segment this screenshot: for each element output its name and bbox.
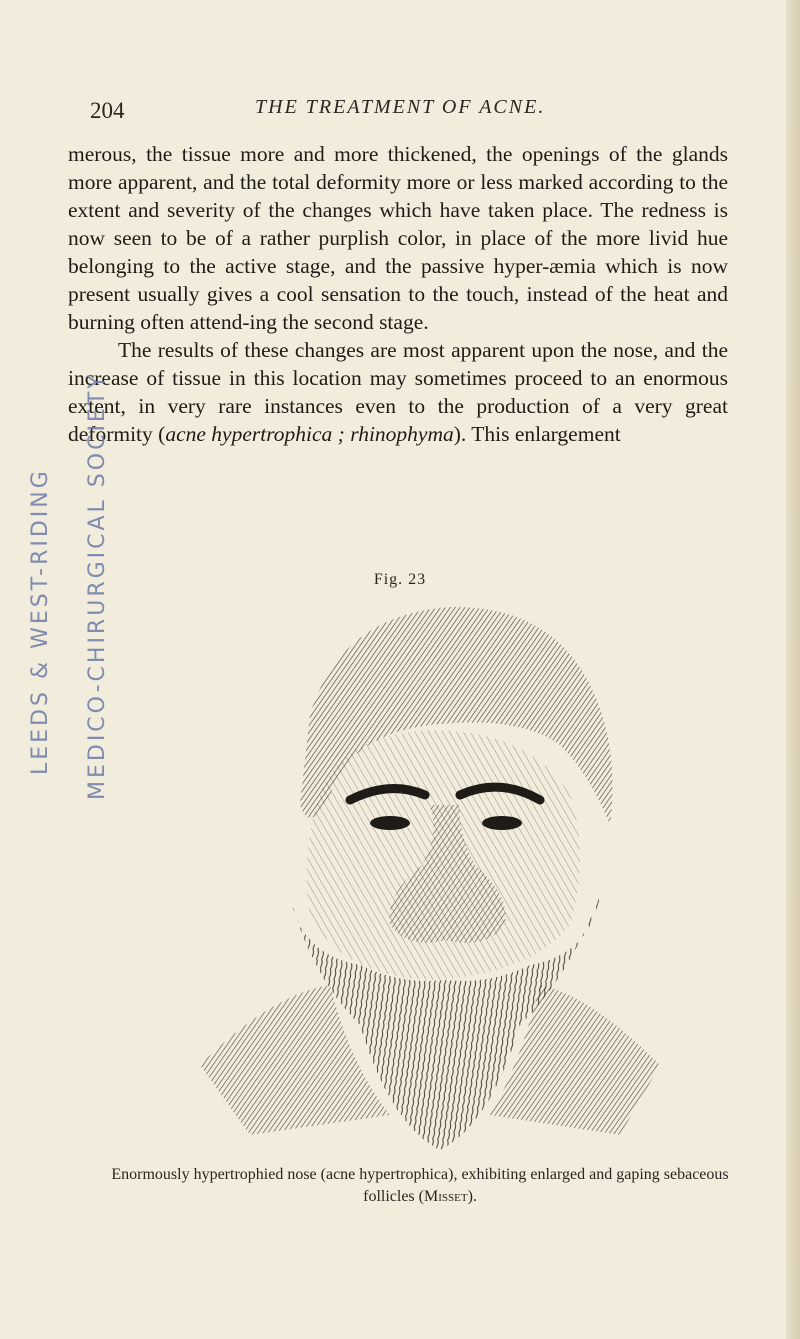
paragraph-1: merous, the tissue more and more thickened, the openings of the glands more apparent, and the total deformity more or less marked according to the extent and severity of the changes which have taken place. The redness is now seen to be of a rather purplish color, in place of the more livid hue belonging to the active stage, and the passive hyper-æmia which is now present usually gives a cool sensation to the touch, instead of the heat and burning often attend-ing the second stage. [68, 142, 728, 334]
library-stamp-line-2: MEDICO-CHIRURGICAL SOCIETY [85, 372, 110, 800]
portrait-engraving [190, 595, 670, 1155]
paragraph-2-start: The results of these changes are most apparent upon the nose, and the increase of tissue in this location may sometimes proceed to an enormous extent, in very rare instances even to the production of a very great deformity ( [68, 338, 728, 446]
library-stamp-line-1: LEEDS & WEST-RIDING [28, 468, 53, 775]
caption-end: ). [467, 1188, 477, 1205]
page-edge [786, 0, 800, 1339]
portrait-left-eye [370, 816, 410, 830]
paragraph-2-italic: acne hypertrophica ; rhinophyma [165, 422, 454, 446]
caption-author: Misset [423, 1188, 468, 1205]
paragraph-2 [68, 336, 728, 448]
running-title: THE TREATMENT OF ACNE. [255, 96, 546, 118]
paragraph-2-end: ). This enlargement [453, 422, 621, 446]
figure-caption [110, 1164, 730, 1208]
page-number: 204 [90, 98, 125, 123]
figure-label: Fig. 23 [373, 571, 427, 588]
caption-main: Enormously hypertrophied nose (acne hypertrophica), exhibiting enlarged and gaping sebaceous follicles ( [111, 1166, 729, 1205]
portrait-right-eye [482, 816, 522, 830]
body-text [68, 140, 728, 448]
running-header [90, 94, 730, 126]
